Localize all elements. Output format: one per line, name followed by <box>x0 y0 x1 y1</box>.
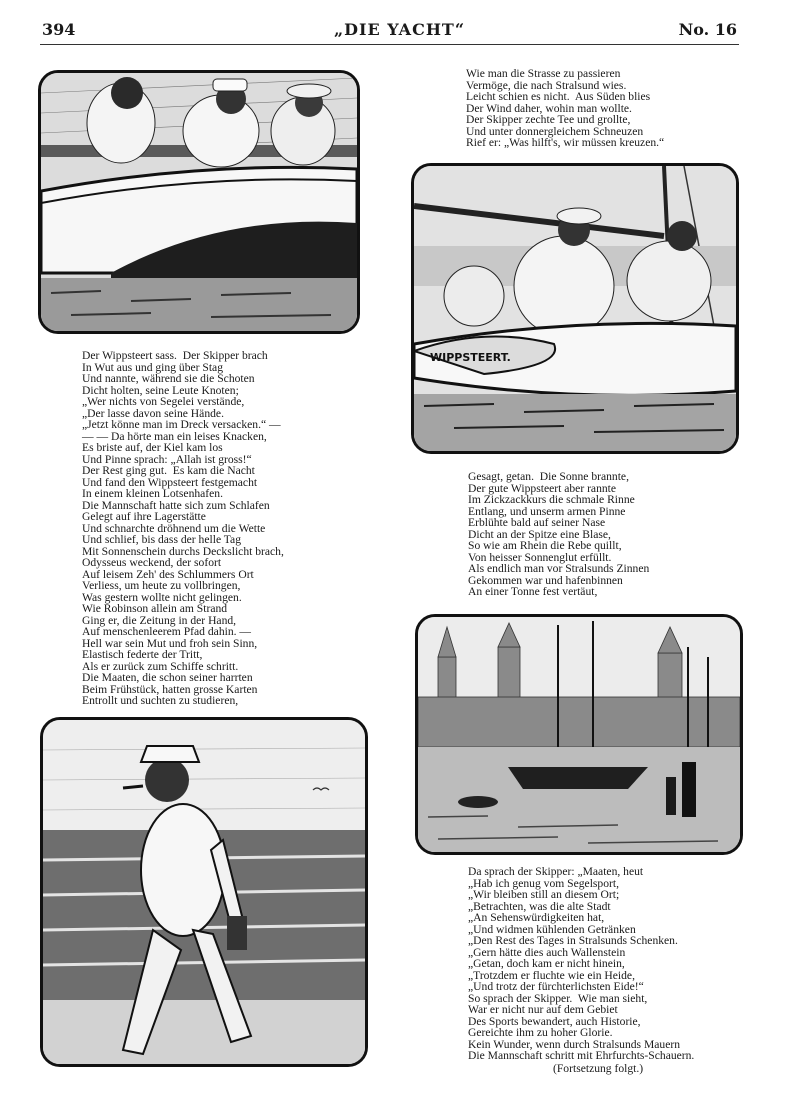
poem-line: Erblühte bald auf seiner Nase <box>468 516 606 529</box>
poem-line: Verliess, um heute zu vollbringen, <box>82 579 241 592</box>
poem-line: Dicht holten, seine Leute Knoten; <box>82 383 239 397</box>
poem-line: „Der lasse davon seine Hände. <box>82 406 224 420</box>
poem-line: „Wir bleiben still an diesem Ort; <box>468 888 620 901</box>
poem-line: Leicht schien es nicht. Aus Süden blies <box>466 90 651 103</box>
poem-line: Und nannte, während sie die Schoten <box>82 372 255 385</box>
poem-line: „Jetzt könne man im Dreck versacken.“ — <box>82 418 281 431</box>
poem-block-1 <box>466 68 664 149</box>
poem-line: Gekommen war und hafenbinnen <box>468 573 623 587</box>
poem-line: Beim Frühstück, hatten grosse Karten <box>82 682 258 696</box>
poem-line: Gereichte ihm zu hoher Glorie. <box>468 1026 613 1039</box>
poem-line: War er nicht nur auf dem Gebiet <box>468 1003 618 1016</box>
continuation-note: (Fortsetzung folgt.) <box>553 1062 644 1075</box>
poem-line: Die Maaten, die schon seiner harrten <box>82 671 253 684</box>
poem-line: Ging er, die Zeitung in der Hand, <box>82 613 237 627</box>
poem-line: Und fand den Wippsteert festgemacht <box>82 475 258 489</box>
poem-block-2 <box>82 350 284 707</box>
poem-line: Und schlief, bis dass der helle Tag <box>82 533 241 546</box>
illustration-wippsteert-boat <box>411 163 739 454</box>
illustration-crew-on-boat <box>38 70 360 334</box>
page-number: 394 <box>42 20 76 39</box>
poem-line: An einer Tonne fest vertäut, <box>468 585 598 598</box>
poem-line: Da sprach der Skipper: „Maaten, heut <box>468 865 644 878</box>
poem-line: „Betrachten, was die alte Stadt <box>468 899 611 913</box>
poem-line: Im Zickzackkurs die schmale Rinne <box>468 493 635 506</box>
illustration-skipper-on-beach <box>40 717 368 1067</box>
poem-line: „Trotzdem er fluchte wie ein Heide, <box>468 968 635 982</box>
journal-title: „DIE YACHT“ <box>333 20 466 39</box>
poem-line: Gelegt auf ihre Lagerstätte <box>82 510 206 523</box>
poem-line: „Wer nichts von Segelei verstände, <box>82 395 245 408</box>
poem-line: „Gern hätte dies auch Wallenstein <box>468 945 626 959</box>
poem-line: „Getan, doch kam er nicht hinein, <box>468 957 625 970</box>
poem-line: In Wut aus und ging über Stag <box>82 360 224 374</box>
poem-line: Auf leisem Zeh' des Schlummers Ort <box>82 567 254 581</box>
poem-line: Und Pinne sprach: „Allah ist gross!“ <box>82 452 252 466</box>
poem-line: „Den Rest des Tages in Stralsunds Schenken. <box>468 934 678 947</box>
poem-line: Der Skipper zechte Tee und grollte, <box>466 113 631 126</box>
issue-number: No. 16 <box>678 20 737 39</box>
poem-line: Der Rest ging gut. Es kam die Nacht <box>82 464 255 477</box>
poem-line: Als endlich man vor Stralsunds Zinnen <box>468 562 650 575</box>
header-rule <box>40 44 739 45</box>
poem-block-3 <box>468 471 649 598</box>
poem-line: „Und trotz der fürchterlichsten Eide!“ <box>468 980 644 993</box>
poem-line: — — Da hörte man ein leises Knacken, <box>82 429 267 443</box>
poem-line: Wie Robinson allein am Strand <box>82 602 228 615</box>
poem-line: Rief er: „Was hilft's, wir müssen kreuzen.“ <box>466 136 665 149</box>
poem-line: Vermöge, die nach Stralsund wies. <box>466 78 627 92</box>
poem-line: Dicht an der Spitze eine Blase, <box>468 527 611 541</box>
poem-line: Der Wippsteert sass. Der Skipper brach <box>82 349 268 362</box>
poem-line: So wie am Rhein die Rebe quillt, <box>468 539 622 552</box>
poem-line: „Hab ich genug vom Segelsport, <box>468 876 620 890</box>
poem-line: Elastisch federte der Tritt, <box>82 648 203 661</box>
poem-line: Der Wind daher, wohin man wollte. <box>466 101 632 115</box>
poem-line: Des Sports bewandert, auch Historie, <box>468 1014 641 1028</box>
poem-line: Entrollt und suchten zu studieren, <box>82 694 239 707</box>
poem-line: Kein Wunder, wenn durch Stralsunds Mauern <box>468 1037 681 1051</box>
poem-line: Entlang, und unserm armen Pinne <box>468 504 626 518</box>
poem-line: Als er zurück zum Schiffe schritt. <box>82 659 239 673</box>
poem-line: Die Mannschaft hatte sich zum Schlafen <box>82 498 270 512</box>
poem-line: Und unter donnergleichem Schneuzen <box>466 124 644 138</box>
poem-line: Auf menschenleerem Pfad dahin. — <box>82 625 252 638</box>
illustration-stralsund-harbour <box>415 614 743 855</box>
poem-line: „Und widmen kühlenden Getränken <box>468 922 636 936</box>
poem-line: Es briste auf, der Kiel kam los <box>82 441 223 454</box>
poem-line: Von heisser Sonnenglut erfüllt. <box>468 550 612 564</box>
poem-line: Was gestern wollte nicht gelingen. <box>82 590 242 604</box>
poem-line: Mit Sonnenschein durchs Deckslicht brach, <box>82 544 284 558</box>
poem-line: Wie man die Strasse zu passieren <box>466 67 621 80</box>
poem-line: Der gute Wippsteert aber rannte <box>468 481 617 495</box>
poem-line: So sprach der Skipper. Wie man sieht, <box>468 991 648 1005</box>
poem-line: Gesagt, getan. Die Sonne brannte, <box>468 470 629 483</box>
poem-line: Die Mannschaft schritt mit Ehrfurchts-Schauern. <box>468 1049 695 1062</box>
poem-line: In einem kleinen Lotsenhafen. <box>82 487 224 500</box>
poem-line: Und schnarchte dröhnend um die Wette <box>82 521 266 535</box>
poem-line: Hell war sein Mut und froh sein Sinn, <box>82 636 258 650</box>
boat-name-label: WIPPSTEERT. <box>430 351 511 364</box>
poem-line: Odysseus weckend, der sofort <box>82 556 222 569</box>
poem-block-4 <box>468 866 694 1062</box>
poem-line: „An Sehenswürdigkeiten hat, <box>468 911 605 924</box>
